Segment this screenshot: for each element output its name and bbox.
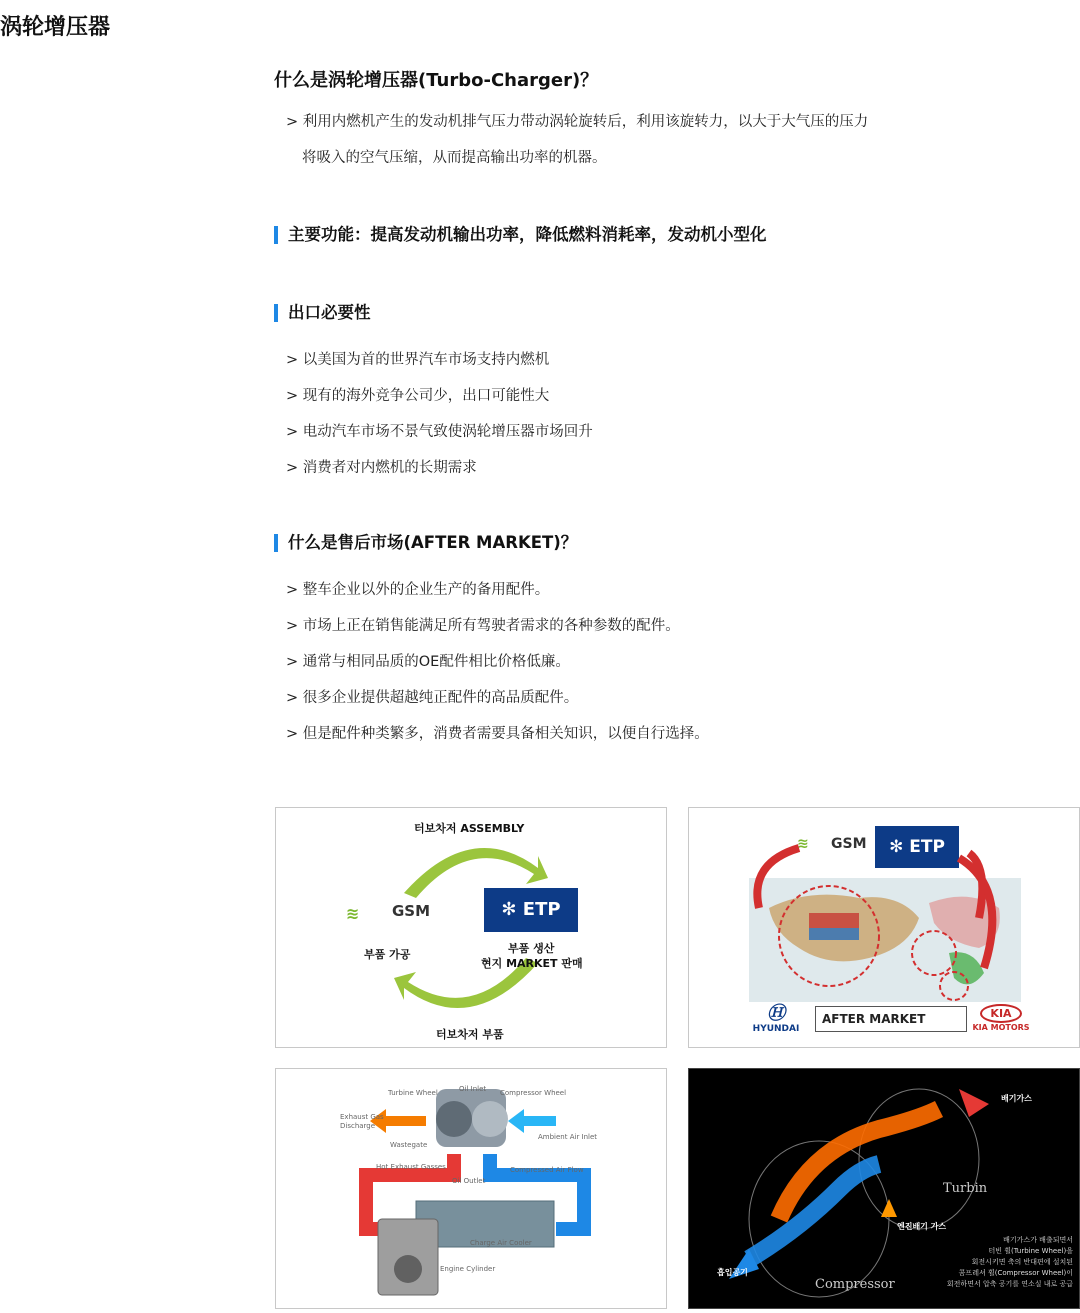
etp-logo-text: ETP (522, 899, 561, 920)
oil-inlet-label: Oil Inlet (459, 1085, 487, 1093)
gsm-logo-text: GSM (392, 902, 431, 920)
kia-motors-text: KIA MOTORS (972, 1023, 1030, 1032)
engine-cylinder-label: Engine Cylinder (440, 1265, 496, 1273)
intake-label: 흡입공기 (717, 1268, 748, 1277)
figure-world-market (688, 807, 1080, 1048)
oil-outlet-label: Oil Outlet (452, 1177, 486, 1185)
etp-caption-1: 부품 생산 (508, 942, 555, 955)
gsm-caption: 부품 가공 (364, 948, 411, 961)
hyundai-logo (749, 1004, 803, 1040)
function-heading: 主要功能：提高发动机输出功率，降低燃料消耗率，发动机小型化 (274, 222, 974, 248)
cycle-arrows-graphic (276, 808, 666, 1047)
parts-label: 터보차저 부품 (436, 1028, 504, 1041)
turbin-label: Turbin (943, 1181, 988, 1196)
gsm-swoosh-icon: ≋ (346, 904, 360, 923)
desc-line: 회전하면서 압축 공기를 연소실 내로 공급 (946, 1280, 1073, 1288)
hyundai-h-icon: Ⓗ (767, 1003, 785, 1024)
hot-exhaust-label: Hot Exhaust Gasses (376, 1163, 446, 1171)
export-heading: 出口必要性 (274, 300, 974, 326)
figure-turbine-flow (688, 1068, 1080, 1309)
gsm-logo-text: GSM (831, 836, 867, 852)
assembly-label: 터보차저 ASSEMBLY (414, 822, 525, 835)
aftermarket-item: > 很多企业提供超越纯正配件的高品质配件。 (286, 690, 579, 706)
desc-line: 배기가스가 배출되면서 (1003, 1236, 1073, 1244)
what-line-1: > 利用内燃机产生的发动机排气压力带动涡轮旋转后，利用该旋转力，以大于大气压的压力 (286, 114, 869, 130)
export-item: > 消费者对内燃机的长期需求 (286, 460, 477, 476)
exhaust-out-label: 배기가스 (1001, 1094, 1032, 1103)
ambient-air-label: Ambient Air Inlet (538, 1133, 598, 1141)
figure-turbo-schematic (275, 1068, 667, 1309)
compressor-label: Compressor (815, 1277, 895, 1292)
aftermarket-item: > 整车企业以外的企业生产的备用配件。 (286, 582, 550, 598)
gsm-swoosh-icon: ≋ (797, 836, 809, 852)
hyundai-logo-text: HYUNDAI (752, 1024, 800, 1034)
figure-assembly-cycle (275, 807, 667, 1048)
what-line-2: 将吸入的空气压缩，从而提高输出功率的机器。 (302, 150, 607, 166)
aftermarket-heading: 什么是售后市场(AFTER MARKET)？ (274, 530, 974, 556)
etp-fan-icon: ✻ (889, 837, 904, 857)
content (274, 66, 974, 752)
charge-cooler-label: Charge Air Cooler (470, 1239, 532, 1247)
aftermarket-item: > 但是配件种类繁多，消费者需要具备相关知识，以便自行选择。 (286, 726, 709, 742)
after-market-box: AFTER MARKET (815, 1006, 967, 1032)
compressor-wheel-label: Compressor Wheel (500, 1089, 567, 1097)
export-item: > 以美国为首的世界汽车市场支持内燃机 (286, 352, 550, 368)
exhaust-discharge-label-1: Exhaust Gas (340, 1113, 384, 1121)
export-item: > 电动汽车市场不景气致使涡轮增压器市场回升 (286, 424, 593, 440)
export-item: > 现有的海外竞争公司少，出口可能性大 (286, 388, 550, 404)
etp-caption-2: 현지 MARKET 판매 (481, 957, 583, 970)
desc-line: 터빈 휠(Turbine Wheel)을 (988, 1247, 1073, 1255)
compressed-air-label: Compressed Air Flow (510, 1166, 584, 1174)
turbine-wheel-label: Turbine Wheel (388, 1089, 438, 1097)
gsm-logo (346, 902, 436, 924)
page-title: 涡轮增压器 (0, 15, 111, 40)
engine-exhaust-label: 엔진배기 가스 (897, 1222, 947, 1231)
kia-logo (971, 1002, 1031, 1042)
what-heading: 什么是涡轮增压器(Turbo-Charger)？ (274, 70, 599, 91)
desc-line: 콤프레셔 휠(Compressor Wheel)이 (958, 1269, 1073, 1277)
kia-logo-mark: KIA (980, 1004, 1021, 1023)
etp-logo (484, 888, 578, 932)
aftermarket-item: > 市场上正在销售能满足所有驾驶者需求的各种参数的配件。 (286, 618, 680, 634)
exhaust-discharge-label-2: Discharge (340, 1122, 376, 1130)
wastegate-label: Wastegate (390, 1141, 428, 1149)
etp-logo-text: ETP (909, 837, 945, 857)
turbine-description (909, 1235, 1073, 1290)
aftermarket-item: > 通常与相同品质的OE配件相比价格低廉。 (286, 654, 570, 670)
etp-fan-icon: ✻ (501, 899, 517, 920)
desc-line: 회전시키면 축의 반대편에 설치된 (971, 1258, 1073, 1266)
